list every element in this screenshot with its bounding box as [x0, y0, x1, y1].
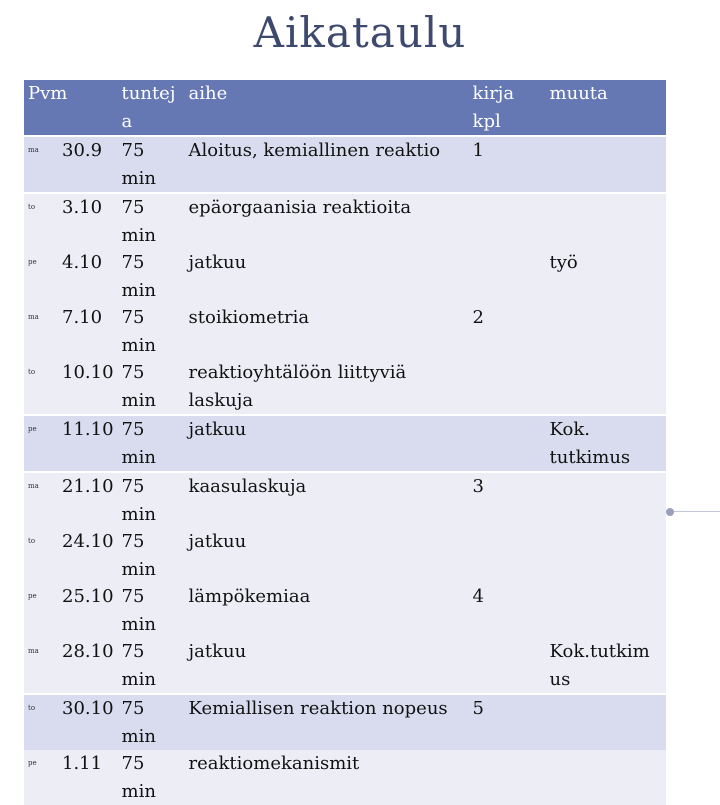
header-muuta: muuta [546, 80, 666, 136]
row-duration: 75 min [118, 415, 185, 472]
row-chapter: 1 [469, 136, 546, 193]
row-date: 10.10 [54, 359, 118, 415]
row-weekday: ma [24, 472, 54, 528]
row-chapter [469, 750, 546, 805]
row-date: 3.10 [54, 193, 118, 249]
row-date: 30.9 [54, 136, 118, 193]
decorative-dot [666, 508, 674, 516]
table-row [24, 136, 666, 193]
row-topic: jatkuu [185, 249, 469, 304]
row-date: 30.10 [54, 694, 118, 750]
header-kirja: kirja kpl [469, 80, 546, 136]
row-date: 7.10 [54, 304, 118, 359]
header-aihe: aihe [185, 80, 469, 136]
table-header-row [24, 80, 666, 136]
row-duration: 75 min [118, 694, 185, 750]
decorative-line [670, 511, 720, 512]
row-duration: 75 min [118, 136, 185, 193]
row-date: 25.10 [54, 583, 118, 638]
row-topic: Kemiallisen reaktion nopeus [185, 694, 469, 750]
table-row [24, 528, 666, 583]
row-weekday: to [24, 528, 54, 583]
row-topic: epäorgaanisia reaktioita [185, 193, 469, 249]
row-chapter [469, 359, 546, 415]
page-title: Aikataulu [253, 8, 467, 57]
row-date: 21.10 [54, 472, 118, 528]
row-weekday: ma [24, 638, 54, 694]
table-row [24, 694, 666, 750]
table-row [24, 415, 666, 472]
row-chapter [469, 193, 546, 249]
row-notes: työ [546, 249, 666, 304]
row-weekday: pe [24, 249, 54, 304]
row-notes [546, 750, 666, 805]
row-topic: reaktioyhtälöön liittyviä laskuja [185, 359, 469, 415]
row-duration: 75 min [118, 528, 185, 583]
row-duration: 75 min [118, 472, 185, 528]
row-chapter [469, 415, 546, 472]
row-weekday: to [24, 694, 54, 750]
row-notes [546, 193, 666, 249]
row-chapter: 3 [469, 472, 546, 528]
row-topic: stoikiometria [185, 304, 469, 359]
table-row [24, 359, 666, 415]
row-weekday: pe [24, 415, 54, 472]
row-notes [546, 136, 666, 193]
table-row [24, 249, 666, 304]
row-topic: reaktiomekanismit [185, 750, 469, 805]
row-date: 24.10 [54, 528, 118, 583]
row-date: 4.10 [54, 249, 118, 304]
row-notes [546, 472, 666, 528]
row-notes [546, 528, 666, 583]
row-date: 1.11 [54, 750, 118, 805]
table-row [24, 638, 666, 694]
row-weekday: ma [24, 136, 54, 193]
row-notes [546, 694, 666, 750]
row-topic: jatkuu [185, 415, 469, 472]
row-chapter [469, 249, 546, 304]
row-topic: Aloitus, kemiallinen reaktio [185, 136, 469, 193]
row-duration: 75 min [118, 193, 185, 249]
row-notes: Kok. tutkimus [546, 415, 666, 472]
row-duration: 75 min [118, 638, 185, 694]
row-topic: jatkuu [185, 528, 469, 583]
row-weekday: pe [24, 583, 54, 638]
row-notes [546, 304, 666, 359]
table-row [24, 193, 666, 249]
row-weekday: ma [24, 304, 54, 359]
row-weekday: pe [24, 750, 54, 805]
row-topic: jatkuu [185, 638, 469, 694]
row-date: 28.10 [54, 638, 118, 694]
row-duration: 75 min [118, 583, 185, 638]
row-notes [546, 583, 666, 638]
row-duration: 75 min [118, 750, 185, 805]
row-chapter: 5 [469, 694, 546, 750]
row-weekday: to [24, 359, 54, 415]
table-row [24, 472, 666, 528]
row-duration: 75 min [118, 249, 185, 304]
header-tunteja: tuntej a [118, 80, 185, 136]
table-row [24, 583, 666, 638]
table-row [24, 304, 666, 359]
row-duration: 75 min [118, 359, 185, 415]
row-topic: lämpökemiaa [185, 583, 469, 638]
table-row [24, 750, 666, 805]
header-pvm: Pvm [24, 80, 118, 136]
schedule-table [24, 80, 666, 805]
row-notes: Kok.tutkim us [546, 638, 666, 694]
row-weekday: to [24, 193, 54, 249]
row-duration: 75 min [118, 304, 185, 359]
row-chapter: 2 [469, 304, 546, 359]
row-chapter: 4 [469, 583, 546, 638]
row-chapter [469, 638, 546, 694]
row-topic: kaasulaskuja [185, 472, 469, 528]
row-chapter [469, 528, 546, 583]
row-date: 11.10 [54, 415, 118, 472]
row-notes [546, 359, 666, 415]
